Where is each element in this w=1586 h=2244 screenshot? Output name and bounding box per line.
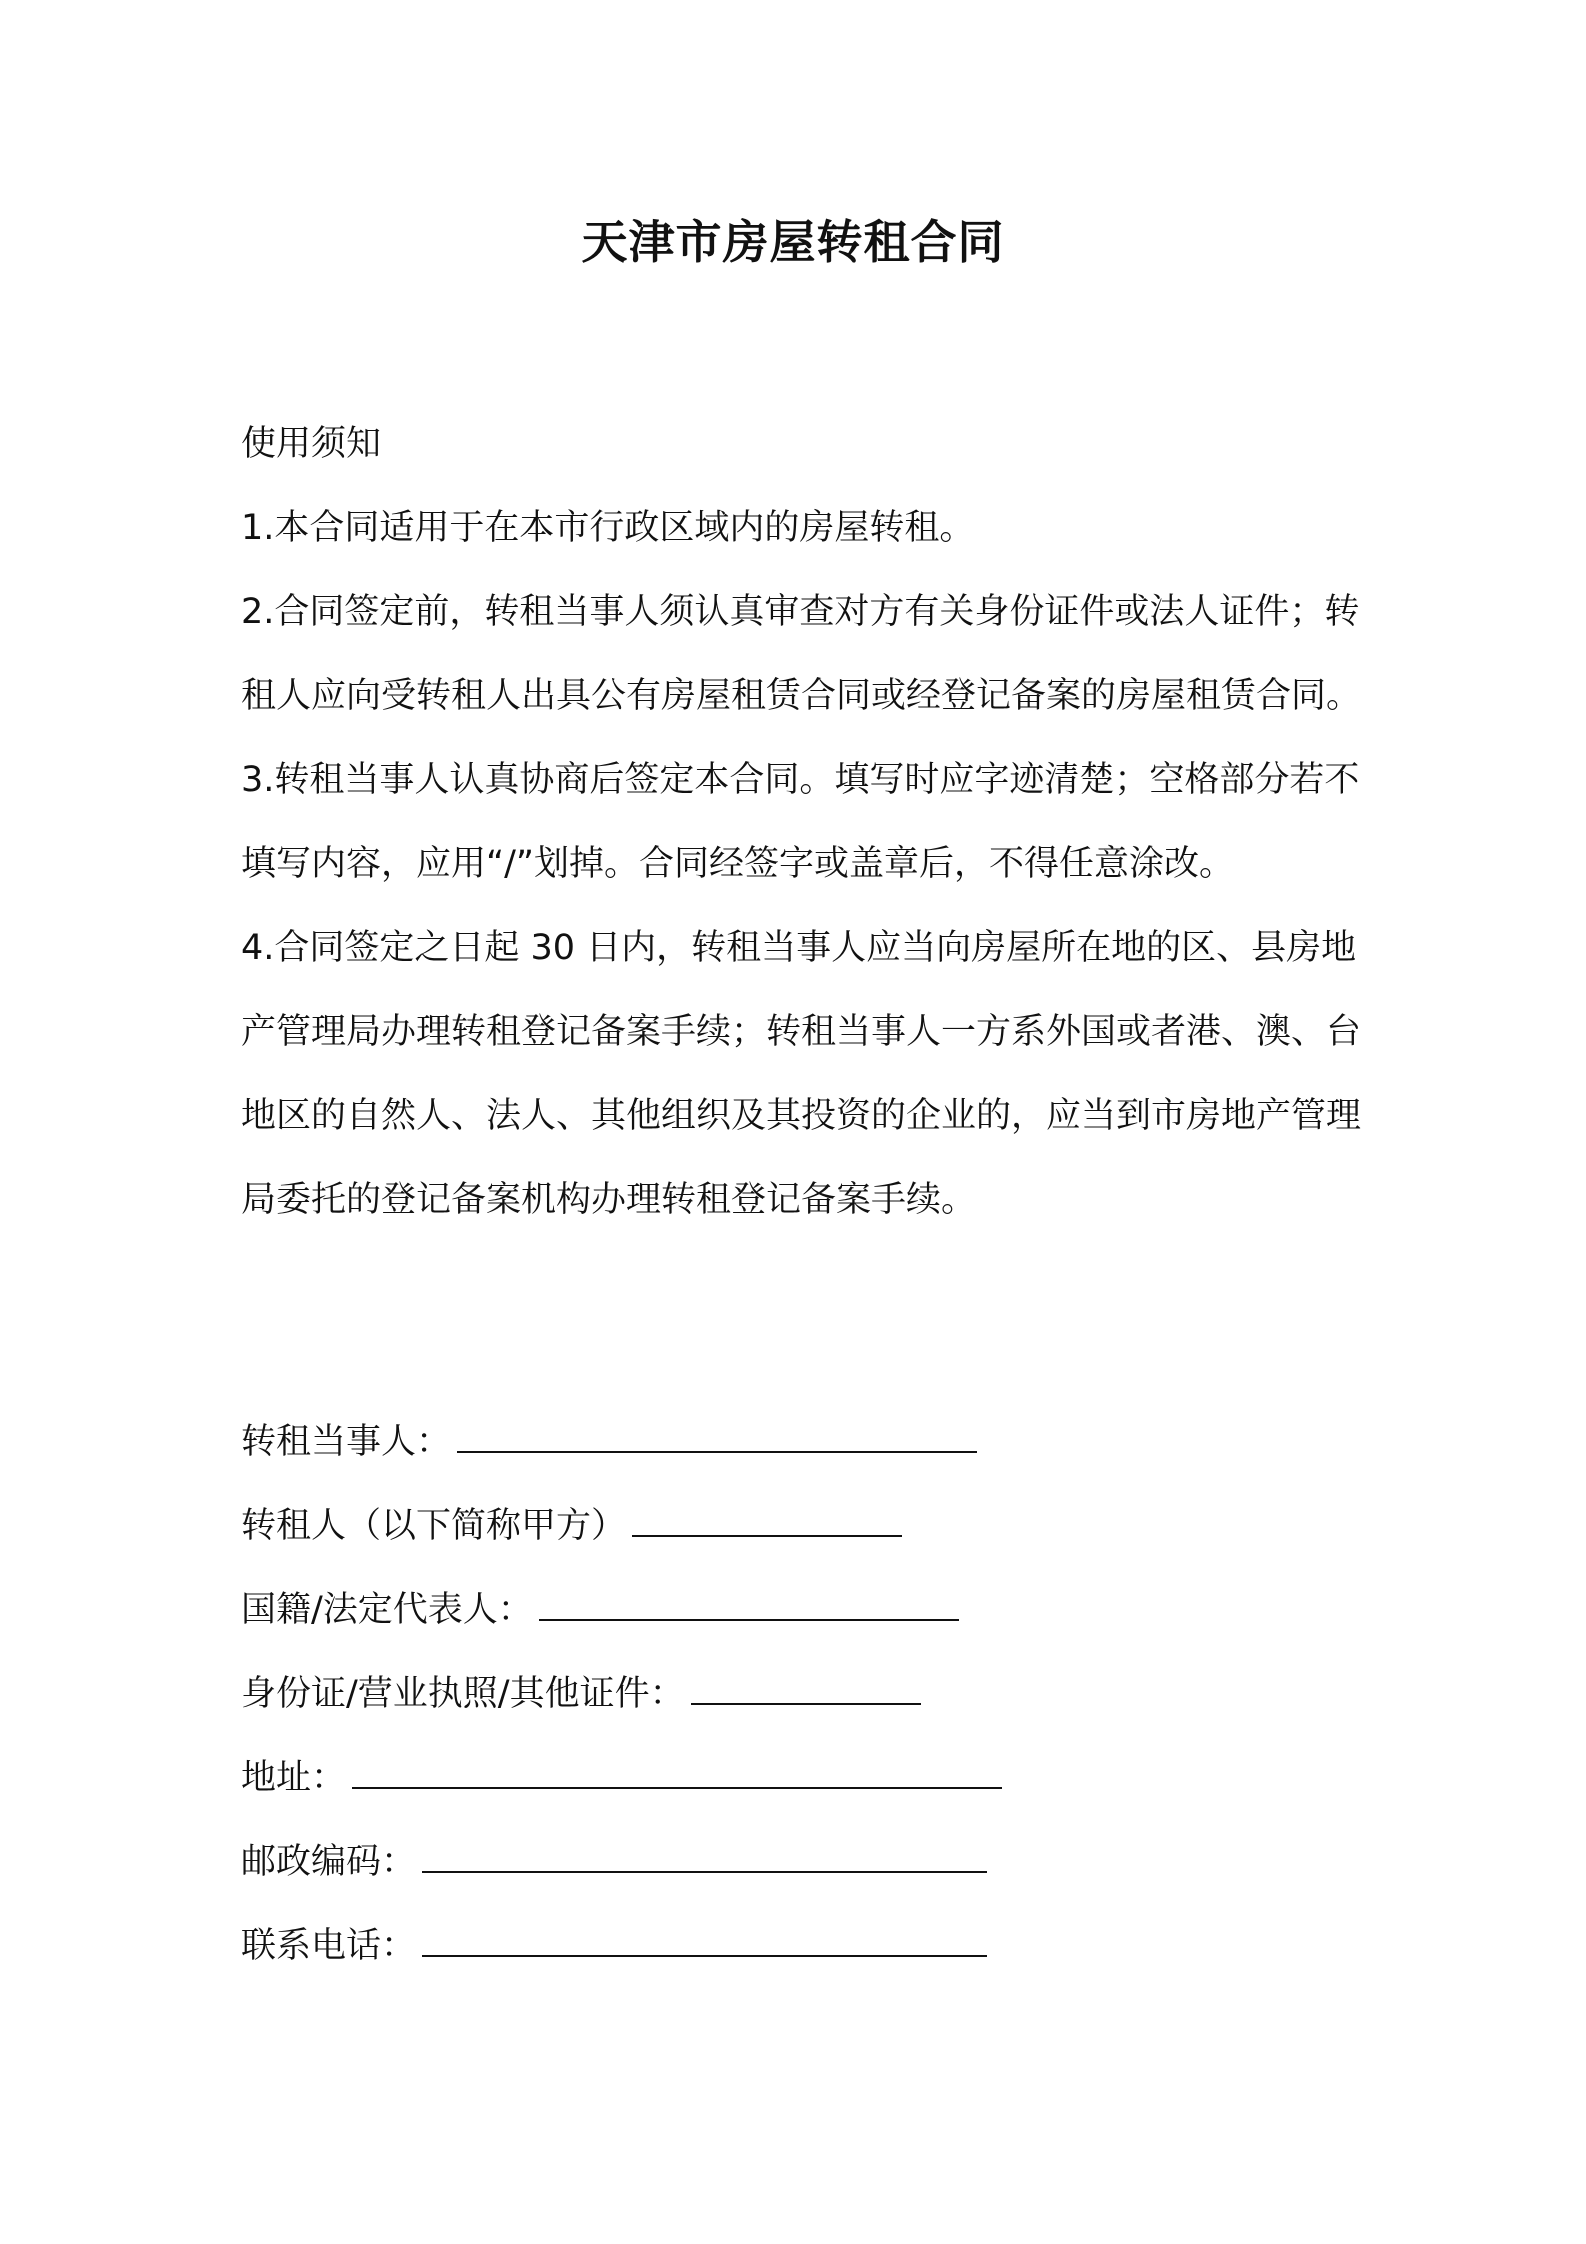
field-id-document: [241, 1652, 1366, 1736]
notice-heading: 使用须知: [241, 424, 382, 464]
notice-item-3: 3.转租当事人认真协商后签定本合同。填写时应字迹清楚；空格部分若不填写内容，应用“/”划掉。合同经签字或盖章后，不得任意涂改。: [241, 760, 1360, 884]
blank-line-sublease-party[interactable]: [457, 1425, 977, 1453]
field-label-address: 地址：: [241, 1758, 347, 1798]
blank-line-phone[interactable]: [422, 1929, 987, 1957]
blank-line-postal-code[interactable]: [422, 1845, 987, 1873]
blank-line-nationality[interactable]: [539, 1593, 959, 1621]
blank-line-id-document[interactable]: [691, 1677, 921, 1705]
blank-line-sublessor[interactable]: [632, 1509, 902, 1537]
field-label-postal-code: 邮政编码：: [241, 1842, 417, 1882]
field-label-phone: 联系电话：: [241, 1926, 417, 1966]
notice-section: [241, 402, 1366, 1242]
blank-line-address[interactable]: [352, 1761, 1002, 1789]
field-sublease-party: [241, 1400, 1366, 1484]
field-label-id-document: 身份证/营业执照/其他证件：: [241, 1674, 685, 1714]
document-title: 天津市房屋转租合同: [581, 215, 1005, 269]
field-address: [241, 1736, 1366, 1820]
field-sublessor: [241, 1484, 1366, 1568]
party-info-form: [241, 1400, 1366, 1988]
notice-item-2: 2.合同签定前，转租当事人须认真审查对方有关身份证件或法人证件；转租人应向受转租人出具公有房屋租赁合同或经登记备案的房屋租赁合同。: [241, 592, 1362, 716]
field-nationality: [241, 1568, 1366, 1652]
field-label-sublease-party: 转租当事人：: [241, 1422, 452, 1462]
notice-item-4: 4.合同签定之日起 30 日内，转租当事人应当向房屋所在地的区、县房地产管理局办理转租登记备案手续；转租当事人一方系外国或者港、澳、台地区的自然人、法人、其他组织及其投资的企业的，应当到市房地产管理局委托的登记备案机构办理转租登记备案手续。: [241, 928, 1362, 1220]
field-phone: [241, 1904, 1366, 1988]
field-postal-code: [241, 1820, 1366, 1904]
field-label-nationality: 国籍/法定代表人：: [241, 1590, 533, 1630]
field-label-sublessor: 转租人（以下简称甲方）: [241, 1506, 627, 1546]
notice-item-1: 1.本合同适用于在本市行政区域内的房屋转租。: [241, 508, 975, 548]
